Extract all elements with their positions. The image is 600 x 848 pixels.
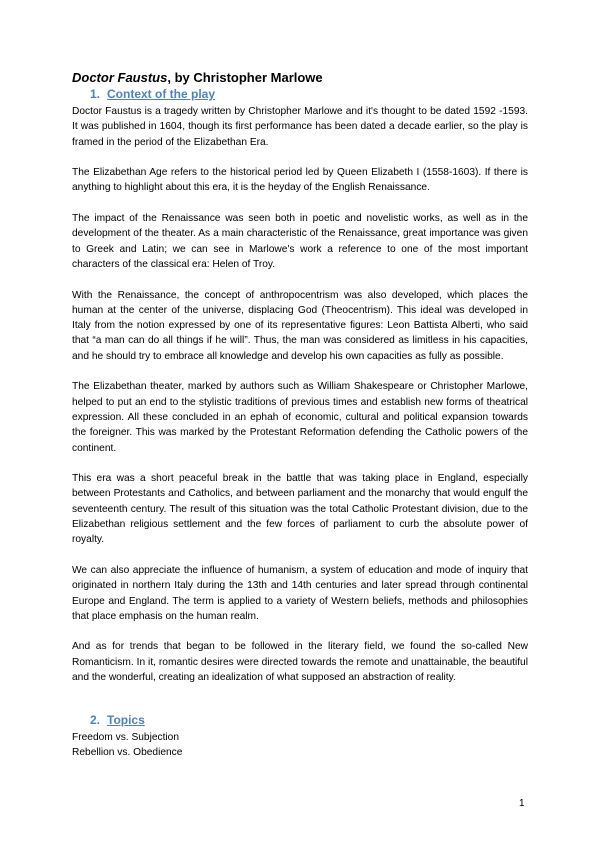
section-heading-topics <box>90 713 528 728</box>
paragraph: The Elizabethan theater, marked by authors such as William Shakespeare or Christopher Marlowe, helped to put an end to the stylistic traditions of previous times and establish new forms of theatrical expression. All these concluded in an ephah of economic, cultural and political expansion towards the foreigner. This was marked by the Protestant Reformation defending the Catholic powers of the continent. <box>72 381 528 454</box>
paragraph: Doctor Faustus is a tragedy written by Christopher Marlowe and it's thought to be dated 1592 -1593. It was published in 1604, though its first performance has been dated a decade earlier, so the play is framed in the period of the Elizabethan Era. <box>72 106 528 148</box>
paragraph: The Elizabethan Age refers to the historical period led by Queen Elizabeth I (1558-1603). If there is anything to highlight about this era, it is the heyday of the English Renaissance. <box>72 167 528 194</box>
paragraph: We can also appreciate the influence of humanism, a system of education and mode of inquiry that originated in northern Italy during the 13th and 14th centuries and later spread through continental Europe and England. The term is applied to a variety of Western beliefs, methods and philosophies that place emphasis on the human realm. <box>72 564 528 622</box>
topic-item: Rebellion vs. Obedience <box>72 747 183 759</box>
section-title: Topics <box>107 713 145 728</box>
paragraph: This era was a short peaceful break in the battle that was taking place in England, especially between Protestants and Catholics, and between parliament and the monarchy that would engulf the seventeenth century. The result of this situation was the total Catholic Protestant division, due to the Elizabethan religious settlement and the few forces of parliament to curb the absolute power of royalty. <box>72 473 528 546</box>
section-title: Context of the play <box>107 87 216 101</box>
spacer <box>72 685 528 713</box>
topic-item: Freedom vs. Subjection <box>72 732 180 744</box>
title-work-name: Doctor Faustus <box>72 70 168 85</box>
section-number: 1. <box>90 87 101 101</box>
page-content <box>72 70 528 760</box>
title-author: , by Christopher Marlowe <box>167 70 323 85</box>
paragraph: The impact of the Renaissance was seen both in poetic and novelistic works, as well as in the development of the theater. As a main characteristic of the Renaissance, great importance was given to Greek and Latin; we can see in Marlowe's work a reference to one of the most important characters of the classical era: Helen of Troy. <box>72 213 528 270</box>
paragraph: With the Renaissance, the concept of anthropocentrism was also developed, which places the human at the center of the universe, displacing God (Theocentrism). This ideal was developed in Italy from the notion expressed by one of its representative figures: Leon Battista Alberti, who said that “a man can do all things if he will”. Thus, the man was considered as limitless in his capacities, and he should try to embrace all knowledge and develop his own capacities as fully as possible. <box>72 289 528 362</box>
section-heading-context <box>90 87 528 102</box>
page-number: 1 <box>519 798 525 809</box>
paragraph: And as for trends that began to be followed in the literary field, we found the so-called New Romanticism. In it, romantic desires were directed towards the remote and unattainable, the beautiful and the wonderful, creating an idealization of what supposed an abstraction of reality. <box>72 641 528 683</box>
section-number: 2. <box>90 713 101 728</box>
document-title <box>72 70 528 86</box>
